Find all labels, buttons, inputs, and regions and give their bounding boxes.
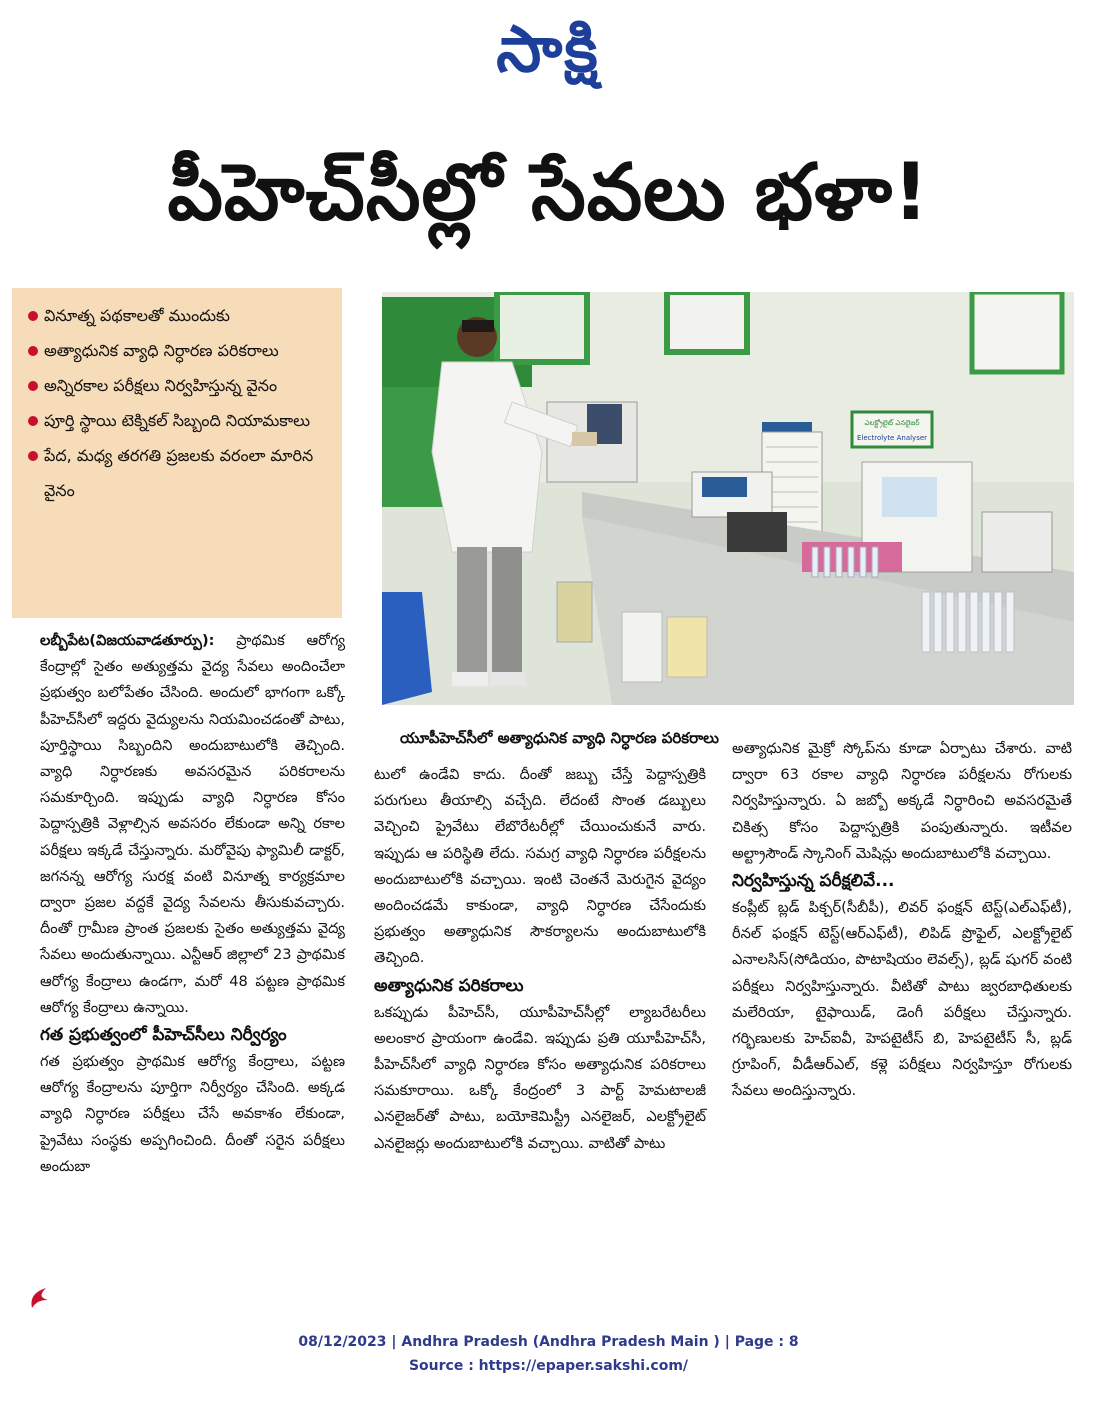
poster-label-telugu: ఎలక్ట్రోలైట్ ఎనలైజర్ — [864, 419, 920, 427]
end-mark-icon — [26, 1284, 54, 1312]
bullet-icon — [28, 346, 38, 356]
bullet-icon — [28, 381, 38, 391]
poster-label-english: Electrolyte Analyser — [856, 434, 928, 442]
subheading: గత ప్రభుత్వంలో పీహెచ్‌సీలు నిర్వీర్యం — [40, 1025, 287, 1046]
highlight-item: అత్యాధునిక వ్యాధి నిర్ధారణ పరికరాలు — [28, 333, 332, 368]
dateline: లబ్బీపేట(విజయవాడతూర్పు): — [40, 632, 215, 649]
highlight-item: పూర్తి స్థాయి టెక్నికల్ సిబ్బంది నియామకాలు — [28, 403, 332, 438]
article-column-1 — [40, 628, 345, 1180]
paragraph: టులో ఉండేవి కాదు. దీంతో జబ్బు చేస్తే పెద్దాస్పత్రికి పరుగులు తీయాల్సి వచ్చేది. లేదంటే సొంత డబ్బులు వెచ్చించి ప్రైవేటు లేబొరేటరీల్లో చేయించుకునే వారు. ఇప్పుడు ఆ పరిస్థితి లేదు. సమగ్ర వ్యాధి నిర్ధారణ పరీక్షలను అందుబాటులోకి వచ్చాయి. ఇంటి చెంతనే మెరుగైన వైద్యం అందించడమే కాకుండా, వ్యాధి నిర్ధారణ చేసేందుకు ప్రభుత్వం అత్యాధునిక సౌకర్యాలను అందుబాటులోకి తెచ్చింది. — [374, 766, 706, 967]
paragraph: కంప్లీట్ బ్లడ్ పిక్చర్(సీబీపీ), లివర్ ఫంక్షన్ టెస్ట్(ఎల్ఎఫ్‌టీ), రీనల్ ఫంక్షన్ టెస్ట్(ఆర్ఎఫ్‌టీ), లిపిడ్ ప్రొఫైల్, ఎలక్ట్రోలైట్ ఎనాలసిస్(సోడియం, పొటాషియం లెవల్స్), బ్లడ్ షుగర్ వంటి పరీక్షలు నిర్వహిస్తున్నారు. వీటితో పాటు జ్వరబాధితులకు మలేరియా, టైఫాయిడ్, డెంగీ పరీక్షలు చేస్తున్నారు. గర్భిణులకు హెచ్ఐవీ, హెపటైటీస్ బి, హెపటైటీస్ సీ, బ్లడ్ గ్రూపింగ్, వీడీఆర్ఎల్, కళ్లె పరీక్షలు నిర్వహిస్తూ రోగులకు సేవలు అందిస్తున్నారు. — [732, 899, 1072, 1100]
highlight-item: అన్నిరకాల పరీక్షలు నిర్వహిస్తున్న వైనం — [28, 368, 332, 403]
photo-caption: యూపీహెచ్‌సీలో అత్యాధునిక వ్యాధి నిర్ధారణ పరికరాలు — [400, 729, 719, 747]
highlight-item: వినూత్న పథకాలతో ముందుకు — [28, 298, 332, 333]
logo-text: సాక్షి — [496, 12, 600, 87]
footer-source: Source : https://epaper.sakshi.com/ — [408, 1358, 689, 1374]
paragraph: లబ్బీపేట(విజయవాడతూర్పు): ప్రాథమిక ఆరోగ్య కేంద్రాల్లో సైతం అత్యుత్తమ వైద్య సేవలు అందించేలా ప్రభుత్వం బలోపేతం చేసింది. అందులో భాగంగా ఒక్కో పీహెచ్‌సీలో ఇద్దరు వైద్యులను నియమించడంతో పాటు, పూర్తిస్థాయి సిబ్బందిని అందుబాటులోకి తెచ్చింది. వ్యాధి నిర్ధారణకు అవసరమైన పరికరాలను సమకూర్చింది. ఇప్పుడు వ్యాధి నిర్ధారణ కోసం పెద్దాస్పత్రికి వెళ్లాల్సిన అవసరం లేకుండా అన్ని రకాల పరీక్షలు ఇక్కడే చేస్తున్నారు. మరోవైపు ఫ్యామిలీ డాక్టర్, జగనన్న ఆరోగ్య సురక్ష వంటి వినూత్న కార్యక్రమాల ద్వారా ప్రజల వద్దకే వైద్య సేవలను తీసుకువచ్చారు. దీంతో గ్రామీణ ప్రాంత ప్రజలకు సైతం అత్యుత్తమ వైద్య సేవలు అందుతున్నాయి. ఎన్టీఆర్ జిల్లాలో 23 ప్రాథమిక ఆరోగ్య కేంద్రాలు ఉండగా, మరో 48 పట్టణ ప్రాథమిక ఆరోగ్య కేంద్రాలు ఉన్నాయి. — [40, 632, 346, 1016]
highlights-box — [12, 288, 342, 618]
footer-dateline: 08/12/2023 | Andhra Pradesh (Andhra Pradesh Main ) | Page : 8 — [298, 1334, 799, 1350]
paragraph: గత ప్రభుత్వం ప్రాథమిక ఆరోగ్య కేంద్రాలు, పట్టణ ఆరోగ్య కేంద్రాలను పూర్తిగా నిర్వీర్యం చేసింది. అక్కడ వ్యాధి నిర్ధారణ పరీక్షలు చేసే అవకాశం లేకుండా, ప్రైవేటు సంస్థకు అప్పగించింది. దీంతో సరైన పరీక్షలు అందుబా — [40, 1053, 345, 1175]
highlight-item: పేద, మధ్య తరగతి ప్రజలకు వరంలా మారిన వైనం — [28, 438, 332, 508]
paragraph: అత్యాధునిక మైక్రో స్కోప్‌ను కూడా ఏర్పాటు చేశారు. వాటి ద్వారా 63 రకాల వ్యాధి నిర్ధారణ పరీక్షలను రోగులకు నిర్వహిస్తున్నారు. ఏ జబ్బో అక్కడే నిర్ధారించి అవసరమైతే చికిత్స కోసం పెద్దాస్పత్రికి పంపుతున్నారు. ఇటీవల అల్ట్రాసౌండ్ స్కానింగ్ మెషిన్లు అందుబాటులోకి వచ్చాయి. — [732, 740, 1072, 862]
bullet-icon — [28, 311, 38, 321]
bullet-icon — [28, 416, 38, 426]
sakshi-logo — [448, 14, 648, 100]
article-column-3 — [732, 736, 1072, 1105]
lab-photo — [382, 292, 1074, 705]
subheading: అత్యాధునిక పరికరాలు — [374, 975, 524, 996]
headline: పీహెచ్‌సీల్లో సేవలు భళా! — [167, 148, 930, 238]
bullet-icon — [28, 451, 38, 461]
article-column-2 — [374, 762, 706, 1157]
lab-photo-illustration — [382, 292, 1074, 705]
paragraph: ఒకప్పుడు పీహెచ్‌సీ, యూపీహెచ్‌సీల్లో ల్యాబరేటరీలు అలంకార ప్రాయంగా ఉండేవి. ఇప్పుడు ప్రతి యూపీహెచ్‌సీ, పీహెచ్‌సీలో వ్యాధి నిర్ధారణ కోసం అత్యాధునిక పరికరాలు సమకూరాయి. ఒక్కో కేంద్రంలో 3 పార్ట్ హెమటాలజీ ఎనలైజర్‌తో పాటు, బయోకెమిస్ట్రీ ఎనలైజర్, ఎలక్ట్రోలైట్ ఎనలైజర్లు అందుబాటులోకి వచ్చాయి. వాటితో పాటు — [374, 1003, 706, 1152]
subheading: నిర్వహిస్తున్న పరీక్షలివే... — [732, 871, 895, 892]
